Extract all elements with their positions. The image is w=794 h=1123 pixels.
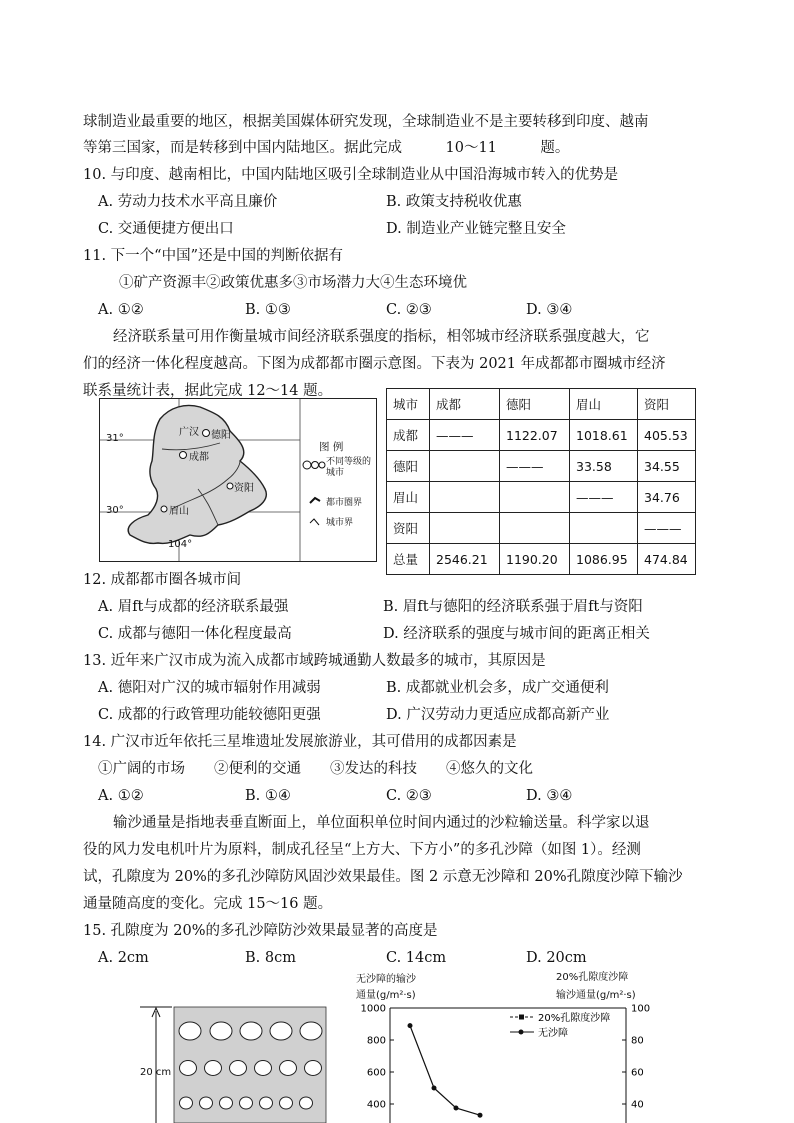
q12-stem: 12. 成都都市圈各城市间 bbox=[83, 572, 242, 588]
ziyang-city-marker bbox=[227, 483, 233, 489]
chengdu-label: 成都 bbox=[189, 452, 209, 463]
q12-option-c[interactable]: C. 成都与德阳一体化程度最高 bbox=[98, 626, 292, 642]
legend-title: 图 例 bbox=[319, 441, 344, 453]
q10-stem: 10. 与印度、越南相比，中国内陆地区吸引全球制造业从中国沿海城市转入的优势是 bbox=[83, 167, 619, 183]
y-left-tick-label: 400 bbox=[366, 1099, 386, 1111]
table-cell: 34.55 bbox=[638, 451, 696, 482]
q13-option-b[interactable]: B. 成都就业机会多，成广交通便利 bbox=[386, 680, 609, 696]
q14-option-c[interactable]: C. ②③ bbox=[386, 788, 432, 804]
q15-option-b[interactable]: B. 8cm bbox=[245, 950, 296, 966]
q15-option-a[interactable]: A. 2cm bbox=[98, 950, 149, 966]
passage3-line-2: 役的风力发电机叶片为原料，制成孔径呈“上方大、下方小”的多孔沙障（如图 1）。经测 bbox=[83, 842, 641, 858]
passage2-line-1: 经济联系量可用作衡量城市间经济联系强度的指标，相邻城市经济联系强度越大，它 bbox=[113, 329, 650, 345]
chengdu-metro-map bbox=[99, 398, 377, 562]
y-left-label-2: 通量(g/m²·s) bbox=[356, 990, 416, 1001]
table-cell: 成都 bbox=[430, 389, 500, 420]
q12-option-d[interactable]: D. 经济联系的强度与城市间的距离正相关 bbox=[383, 626, 650, 642]
legend-barrier-marker bbox=[519, 1015, 524, 1020]
lon-104-label: 104° bbox=[168, 539, 193, 550]
y-left-tick-label: 1000 bbox=[360, 1003, 386, 1015]
table-cell: 405.53 bbox=[638, 420, 696, 451]
table-row bbox=[387, 420, 696, 451]
deyang-city-marker bbox=[203, 430, 210, 437]
barrier-height-label: 20 cm bbox=[140, 1067, 172, 1078]
legend-barrier-label: 20%孔隙度沙障 bbox=[538, 1013, 611, 1024]
table-cell: 成都 bbox=[387, 420, 430, 451]
deyang-label: 德阳 bbox=[211, 430, 231, 441]
figure-2-chart bbox=[350, 966, 670, 1123]
table-cell: 1122.07 bbox=[500, 420, 570, 451]
table-row bbox=[387, 544, 696, 575]
y-left-tick-label: 600 bbox=[366, 1067, 386, 1079]
q13-option-a[interactable]: A. 德阳对广汉的城市辐射作用减弱 bbox=[98, 680, 321, 696]
meishan-city-marker bbox=[161, 506, 167, 512]
intro-line-1: 球制造业最重要的地区，根据美国媒体研究发现，全球制造业不是主要转移到印度、越南 bbox=[83, 114, 649, 130]
q13-option-c[interactable]: C. 成都的行政管理功能较德阳更强 bbox=[98, 707, 321, 723]
table-cell: ——— bbox=[638, 513, 696, 544]
q13-stem: 13. 近年来广汉市成为流入成都市域跨城通勤人数最多的城市，其原因是 bbox=[83, 653, 546, 669]
q11-stem: 11. 下一个“中国”还是中国的判断依据有 bbox=[83, 248, 343, 264]
table-cell bbox=[430, 482, 500, 513]
table-cell: 2546.21 bbox=[430, 544, 500, 575]
q13-option-d[interactable]: D. 广汉劳动力更适应成都高新产业 bbox=[386, 707, 610, 723]
q10-option-d[interactable]: D. 制造业产业链完整且安全 bbox=[386, 221, 566, 237]
ziyang-label: 资阳 bbox=[234, 483, 254, 494]
table-cell bbox=[430, 451, 500, 482]
legend-no-barrier-label: 无沙障 bbox=[538, 1028, 568, 1039]
q11-option-c[interactable]: C. ②③ bbox=[386, 302, 432, 318]
table-cell: ——— bbox=[570, 482, 638, 513]
legend-metro-boundary: 都市圈界 bbox=[326, 498, 363, 508]
table-cell: 眉山 bbox=[570, 389, 638, 420]
y-left-tick-label: 800 bbox=[366, 1035, 386, 1047]
table-cell: ——— bbox=[430, 420, 500, 451]
q11-option-a[interactable]: A. ①② bbox=[98, 302, 144, 318]
q10-option-a[interactable]: A. 劳动力技术水平高且廉价 bbox=[98, 194, 278, 210]
q10-option-c[interactable]: C. 交通便捷方便出口 bbox=[98, 221, 234, 237]
y-right-label-2: 输沙通量(g/m²·s) bbox=[556, 990, 636, 1001]
table-cell bbox=[500, 482, 570, 513]
chart-plot-area bbox=[350, 966, 670, 1123]
q14-option-d[interactable]: D. ③④ bbox=[526, 788, 573, 804]
table-cell: 资阳 bbox=[638, 389, 696, 420]
y-right-tick-label: 80 bbox=[631, 1035, 644, 1047]
table-cell bbox=[500, 513, 570, 544]
table-cell: 德阳 bbox=[500, 389, 570, 420]
economic-link-table bbox=[386, 388, 696, 575]
meishan-label: 眉山 bbox=[169, 506, 189, 517]
table-cell: ——— bbox=[500, 451, 570, 482]
table-cell: 德阳 bbox=[387, 451, 430, 482]
guanghan-label: 广汉 bbox=[179, 427, 199, 438]
q12-option-a[interactable]: A. 眉ft与成都的经济联系最强 bbox=[98, 599, 289, 615]
chengdu-city-marker bbox=[180, 452, 187, 459]
table-header-row bbox=[387, 389, 696, 420]
passage2-line-3: 联系量统计表，据此完成 12～14 题。 bbox=[83, 383, 333, 399]
table-cell: 33.58 bbox=[570, 451, 638, 482]
q10-option-b[interactable]: B. 政策支持税收优惠 bbox=[386, 194, 522, 210]
table-cell: 眉山 bbox=[387, 482, 430, 513]
table-cell: 1086.95 bbox=[570, 544, 638, 575]
y-left-label-1: 无沙障的输沙 bbox=[356, 974, 416, 985]
table-cell: 总量 bbox=[387, 544, 430, 575]
intro-line-2: 等第三国家，而是转移到中国内陆地区。据此完成 10～11 题。 bbox=[83, 140, 570, 156]
legend-city: 不同等级的城市 bbox=[326, 457, 372, 478]
table-cell bbox=[570, 513, 638, 544]
series-line-no-barrier bbox=[410, 1026, 480, 1116]
q11-option-d[interactable]: D. ③④ bbox=[526, 302, 573, 318]
table-cell: 474.84 bbox=[638, 544, 696, 575]
y-right-tick-label: 100 bbox=[631, 1003, 651, 1015]
q12-option-b[interactable]: B. 眉ft与德阳的经济联系强于眉ft与资阳 bbox=[383, 599, 643, 615]
passage3-line-1: 输沙通量是指地表垂直断面上，单位面积单位时间内通过的沙粒输送量。科学家以退 bbox=[113, 815, 650, 831]
q15-option-d[interactable]: D. 20cm bbox=[526, 950, 587, 966]
data-point-no-barrier bbox=[408, 1023, 413, 1028]
q15-stem: 15. 孔隙度为 20%的多孔沙障防沙效果最显著的高度是 bbox=[83, 923, 438, 939]
passage3-line-3: 试，孔隙度为 20%的多孔沙障防风固沙效果最佳。图 2 示意无沙障和 20%孔隙度沙障下输沙 bbox=[83, 869, 683, 885]
legend-city-boundary: 城市界 bbox=[326, 518, 354, 528]
q14-option-b[interactable]: B. ①④ bbox=[245, 788, 291, 804]
q14-option-a[interactable]: A. ①② bbox=[98, 788, 144, 804]
q14-items: ①广阔的市场 ②便利的交通 ③发达的科技 ④悠久的文化 bbox=[98, 761, 533, 777]
data-point-no-barrier bbox=[432, 1086, 437, 1091]
table-cell: 34.76 bbox=[638, 482, 696, 513]
table-row bbox=[387, 513, 696, 544]
table-cell: 资阳 bbox=[387, 513, 430, 544]
y-right-label-1: 20%孔隙度沙障 bbox=[556, 972, 629, 983]
table-cell bbox=[430, 513, 500, 544]
table-cell: 1190.20 bbox=[500, 544, 570, 575]
table-cell: 城市 bbox=[387, 389, 430, 420]
passage2-line-2: 们的经济一体化程度越高。下图为成都都市圈示意图。下表为 2021 年成都都市圈城市经济 bbox=[83, 356, 666, 372]
q11-items: ①矿产资源丰②政策优惠多③市场潜力大④生态环境优 bbox=[119, 275, 467, 291]
table-row bbox=[387, 451, 696, 482]
q14-stem: 14. 广汉市近年依托三星堆遗址发展旅游业，其可借用的成都因素是 bbox=[83, 734, 517, 750]
table-row bbox=[387, 482, 696, 513]
data-point-no-barrier bbox=[454, 1106, 459, 1111]
q11-option-b[interactable]: B. ①③ bbox=[245, 302, 291, 318]
y-right-tick-label: 40 bbox=[631, 1099, 644, 1111]
passage3-line-4: 通量随高度的变化。完成 15～16 题。 bbox=[83, 896, 333, 912]
legend-no-barrier-marker bbox=[519, 1030, 524, 1035]
data-point-no-barrier bbox=[478, 1113, 483, 1118]
lat-30-label: 30° bbox=[106, 505, 124, 516]
table-cell: 1018.61 bbox=[570, 420, 638, 451]
q15-option-c[interactable]: C. 14cm bbox=[386, 950, 447, 966]
y-right-tick-label: 60 bbox=[631, 1067, 644, 1079]
figure-1-sand-barrier bbox=[140, 1005, 340, 1123]
lat-31-label: 31° bbox=[106, 433, 124, 444]
